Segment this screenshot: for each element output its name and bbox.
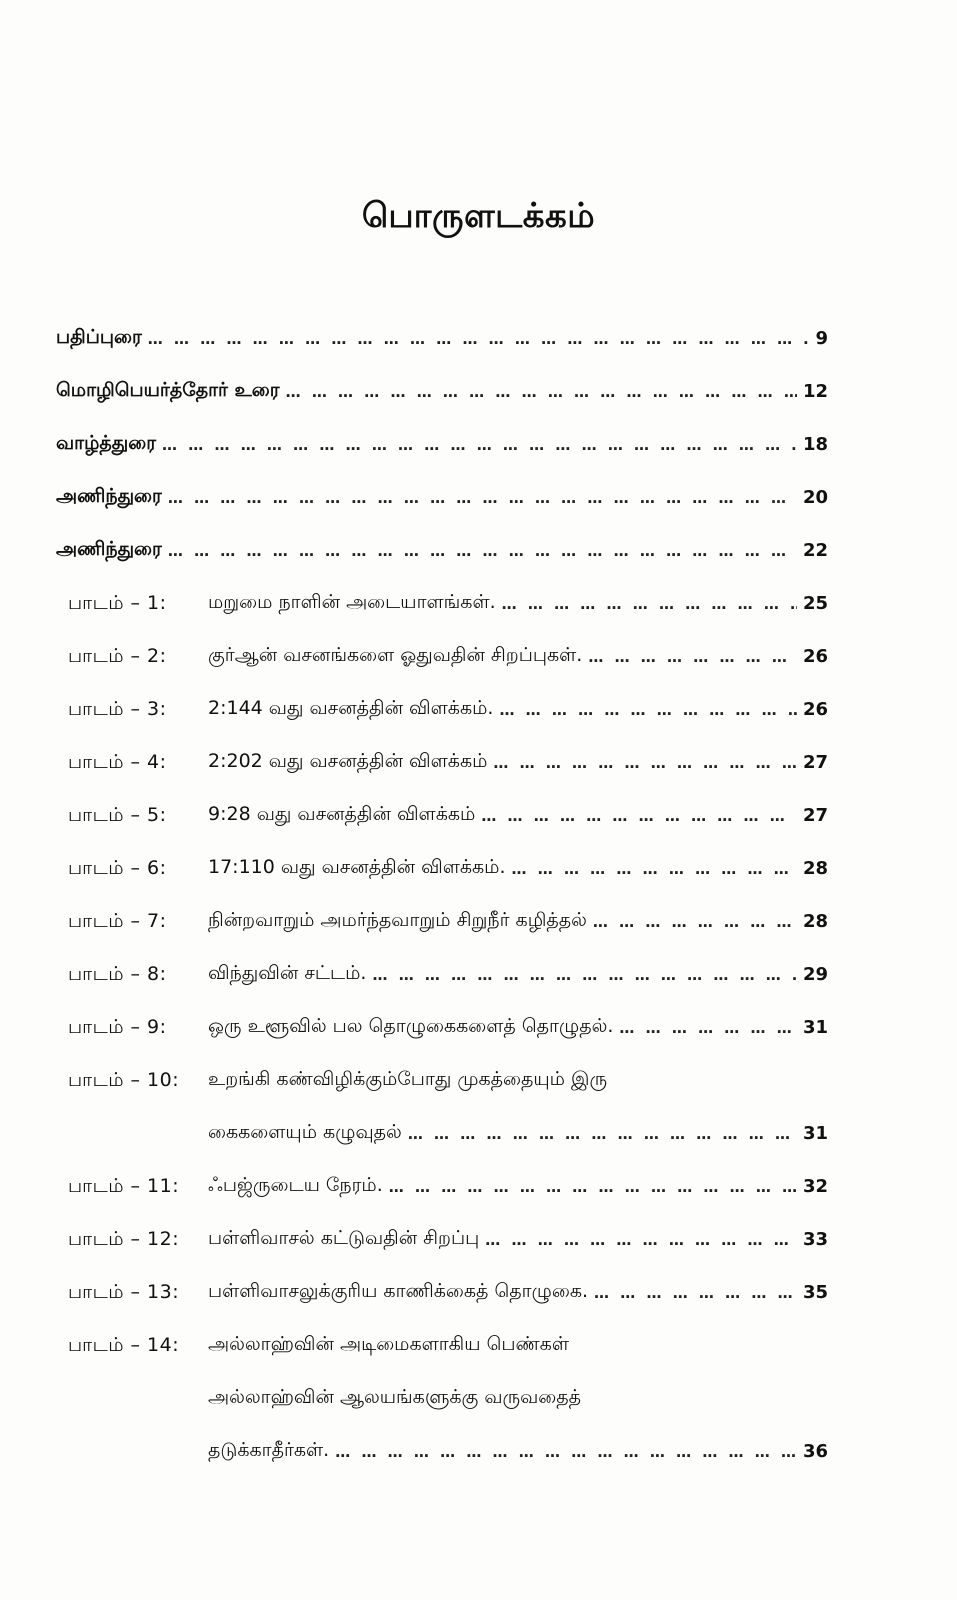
lesson-label: பாடம் – 14: <box>68 1334 180 1356</box>
lesson-title-line <box>208 1001 828 1054</box>
lesson-label: பாடம் – 13: <box>68 1281 180 1303</box>
table-of-contents <box>56 312 828 1478</box>
toc-front-entry <box>56 418 828 471</box>
toc-front-entry <box>56 471 828 524</box>
toc-page-number: 27 <box>802 752 828 773</box>
lesson-label: பாடம் – 3: <box>68 698 167 720</box>
lesson-title-block <box>208 1054 828 1160</box>
dot-leader <box>485 1231 797 1249</box>
toc-lesson-entry <box>56 630 828 683</box>
toc-lesson-entry <box>56 1054 828 1160</box>
lesson-label: பாடம் – 9: <box>68 1016 167 1038</box>
toc-page-number: 28 <box>802 858 828 879</box>
toc-lesson-entry <box>56 577 828 630</box>
lesson-title-line <box>208 736 828 789</box>
lesson-label: பாடம் – 11: <box>68 1175 180 1197</box>
toc-page-number: 9 <box>815 328 828 349</box>
lesson-title-text: 2:202 வது வசனத்தின் விளக்கம் <box>208 750 488 772</box>
page-title: பொருளடக்கம் <box>361 196 596 236</box>
lesson-title-text: பள்ளிவாசல் கட்டுவதின் சிறப்பு <box>208 1227 480 1249</box>
toc-entry-title: மொழிபெயர்த்தோர் உரை <box>56 379 280 401</box>
lesson-title-block <box>208 683 828 736</box>
lesson-title-line <box>208 577 828 630</box>
dot-leader <box>162 436 797 454</box>
dot-leader <box>481 807 797 825</box>
toc-lesson-entry <box>56 1160 828 1213</box>
toc-page-number: 31 <box>802 1123 828 1144</box>
toc-lesson-entry <box>56 1001 828 1054</box>
toc-page-number: 25 <box>802 593 828 614</box>
toc-page-number: 35 <box>802 1282 828 1303</box>
toc-lesson-entry <box>56 948 828 1001</box>
lesson-title-block <box>208 789 828 842</box>
dot-leader <box>286 383 797 401</box>
toc-lesson-entry <box>56 736 828 789</box>
dot-leader <box>335 1443 797 1461</box>
lesson-title-block <box>208 948 828 1001</box>
dot-leader <box>148 330 810 348</box>
lesson-title-text: தடுக்காதீர்கள். <box>208 1439 330 1461</box>
lesson-title-text: 17:110 வது வசனத்தின் விளக்கம். <box>208 856 506 878</box>
toc-lesson-entry <box>56 842 828 895</box>
dot-leader <box>512 860 797 878</box>
lesson-title-text: குர்ஆன் வசனங்களை ஓதுவதின் சிறப்புகள். <box>208 644 583 666</box>
toc-page-number: 33 <box>802 1229 828 1250</box>
lesson-title-block <box>208 842 828 895</box>
toc-lesson-entry <box>56 895 828 948</box>
lesson-title-text: ஒரு உளூவில் பல தொழுகைகளைத் தொழுதல். <box>208 1015 614 1037</box>
toc-front-entry <box>56 312 828 365</box>
toc-page-number: 36 <box>802 1441 828 1462</box>
lesson-title-block <box>208 1213 828 1266</box>
lesson-title-line <box>208 948 828 1001</box>
dot-leader <box>594 1284 797 1302</box>
lesson-label: பாடம் – 4: <box>68 751 167 773</box>
lesson-title-text: விந்துவின் சட்டம். <box>208 962 367 984</box>
lesson-label: பாடம் – 10: <box>68 1069 180 1091</box>
lesson-label: பாடம் – 1: <box>68 592 167 614</box>
toc-page-number: 29 <box>802 964 828 985</box>
dot-leader <box>493 754 797 772</box>
toc-entry-title: அணிந்துரை <box>56 538 162 560</box>
toc-page-number: 26 <box>802 699 828 720</box>
toc-entry-title: வாழ்த்துரை <box>56 432 157 454</box>
lesson-title-text: பள்ளிவாசலுக்குரிய காணிக்கைத் தொழுகை. <box>208 1280 589 1302</box>
toc-page-number: 32 <box>802 1176 828 1197</box>
lesson-label: பாடம் – 12: <box>68 1228 180 1250</box>
lesson-title-text: அல்லாஹ்வின் அடிமைகளாகிய பெண்கள் <box>208 1333 569 1355</box>
toc-front-entry <box>56 365 828 418</box>
toc-page-number: 28 <box>802 911 828 932</box>
lesson-label: பாடம் – 8: <box>68 963 167 985</box>
lesson-title-block <box>208 895 828 948</box>
dot-leader <box>588 648 797 666</box>
toc-lesson-entry <box>56 789 828 842</box>
dot-leader <box>372 966 796 984</box>
toc-entry-title: அணிந்துரை <box>56 485 162 507</box>
lesson-title-block <box>208 736 828 789</box>
lesson-label: பாடம் – 6: <box>68 857 167 879</box>
lesson-title-line <box>208 1372 828 1425</box>
dot-leader <box>389 1178 797 1196</box>
lesson-title-block <box>208 577 828 630</box>
lesson-title-line <box>208 630 828 683</box>
lesson-title-text: 2:144 வது வசனத்தின் விளக்கம். <box>208 697 494 719</box>
lesson-title-text: மறுமை நாளின் அடையாளங்கள். <box>208 591 496 613</box>
lesson-title-line <box>208 1107 828 1160</box>
lesson-title-line <box>208 842 828 895</box>
lesson-title-text: நின்றவாறும் அமர்ந்தவாறும் சிறுநீர் கழித்தல் <box>208 909 587 931</box>
lesson-label: பாடம் – 7: <box>68 910 167 932</box>
toc-lesson-entry <box>56 1213 828 1266</box>
lesson-title-block <box>208 1160 828 1213</box>
toc-page-number: 12 <box>802 381 828 402</box>
toc-page-number: 20 <box>802 487 828 508</box>
lesson-title-line <box>208 1319 828 1372</box>
lesson-title-text: ஃபஜ்ருடைய நேரம். <box>208 1174 383 1196</box>
lesson-title-block <box>208 1001 828 1054</box>
lesson-title-line <box>208 1160 828 1213</box>
toc-page-number: 18 <box>802 434 828 455</box>
dot-leader <box>168 489 797 507</box>
lesson-title-block <box>208 1319 828 1478</box>
dot-leader <box>502 595 797 613</box>
lesson-title-line <box>208 789 828 842</box>
lesson-label: பாடம் – 5: <box>68 804 167 826</box>
toc-lesson-entry <box>56 1319 828 1478</box>
dot-leader <box>593 913 797 931</box>
lesson-title-line <box>208 683 828 736</box>
toc-entry-title: பதிப்புரை <box>56 326 142 348</box>
lesson-title-block <box>208 630 828 683</box>
toc-page-number: 27 <box>802 805 828 826</box>
toc-lesson-entry <box>56 1266 828 1319</box>
toc-page-number: 22 <box>802 540 828 561</box>
toc-page-number: 31 <box>802 1017 828 1038</box>
lesson-title-line <box>208 895 828 948</box>
lesson-title-line <box>208 1425 828 1478</box>
dot-leader <box>619 1019 797 1037</box>
lesson-title-text: 9:28 வது வசனத்தின் விளக்கம் <box>208 803 476 825</box>
lesson-title-text: உறங்கி கண்விழிக்கும்போது முகத்தையும் இரு <box>208 1068 608 1090</box>
lesson-title-text: கைகளையும் கழுவுதல் <box>208 1121 402 1143</box>
lesson-title-line <box>208 1054 828 1107</box>
dot-leader <box>499 701 797 719</box>
toc-page-number: 26 <box>802 646 828 667</box>
lesson-title-line <box>208 1266 828 1319</box>
toc-front-entry <box>56 524 828 577</box>
lesson-label: பாடம் – 2: <box>68 645 167 667</box>
toc-lesson-entry <box>56 683 828 736</box>
lesson-title-line <box>208 1213 828 1266</box>
dot-leader <box>408 1125 797 1143</box>
dot-leader <box>168 542 797 560</box>
lesson-title-text: அல்லாஹ்வின் ஆலயங்களுக்கு வருவதைத் <box>208 1386 582 1408</box>
lesson-title-block <box>208 1266 828 1319</box>
